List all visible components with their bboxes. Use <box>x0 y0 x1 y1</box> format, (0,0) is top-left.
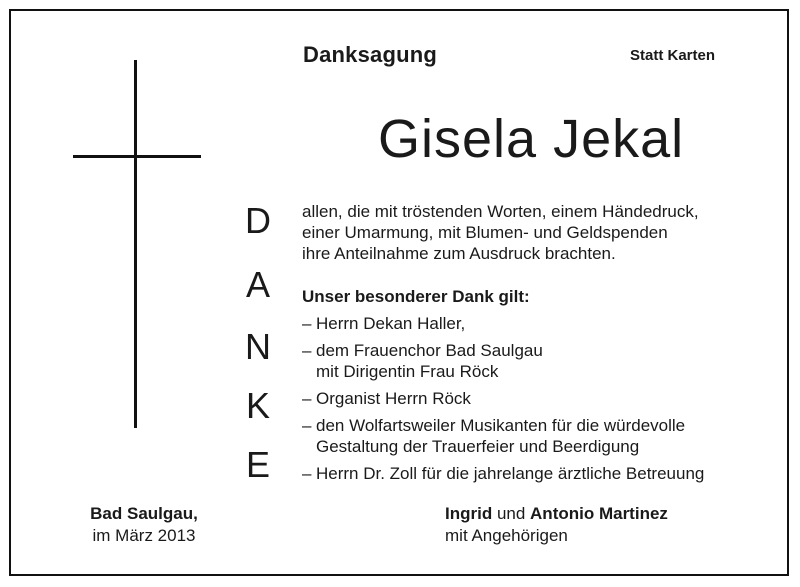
list-item <box>302 340 704 382</box>
cross-horizontal-bar <box>73 155 201 158</box>
list-item <box>302 463 704 484</box>
list-item <box>302 313 704 334</box>
list-item-line: dem Frauenchor Bad Saulgau <box>316 341 543 360</box>
danke-letter-n: N <box>245 326 271 367</box>
place: Bad Saulgau, <box>90 504 198 523</box>
list-dash: – <box>302 341 312 360</box>
intro-text <box>302 201 699 264</box>
list-dash: – <box>302 464 312 483</box>
intro-line: allen, die mit tröstenden Worten, einem Händedruck, <box>302 202 699 221</box>
deceased-name: Gisela Jekal <box>378 109 685 169</box>
signature-name-1: Ingrid <box>445 504 493 523</box>
danke-letter-k: K <box>245 385 270 426</box>
list-item-line: Herrn Dr. Zoll für die jahrelange ärztliche Betreuung <box>316 464 705 483</box>
list-dash: – <box>302 416 312 435</box>
signature-relatives: mit Angehörigen <box>445 526 568 545</box>
list-item <box>302 415 704 457</box>
signature-connector: und <box>492 504 531 523</box>
place-date <box>83 503 205 547</box>
list-item-line: den Wolfartsweiler Musikanten für die würdevolle <box>316 416 686 435</box>
danke-letter-d: D <box>245 200 271 241</box>
danke-letter-a: A <box>245 264 270 305</box>
intro-line: einer Umarmung, mit Blumen- und Geldspenden <box>302 223 668 242</box>
list-dash: – <box>302 314 312 333</box>
list-item <box>302 388 704 409</box>
intro-line: ihre Anteilnahme zum Ausdruck brachten. <box>302 244 616 263</box>
special-thanks-heading: Unser besonderer Dank gilt: <box>302 287 530 306</box>
date: im März 2013 <box>92 526 196 545</box>
list-dash: – <box>302 389 312 408</box>
statt-karten-note: Statt Karten <box>630 47 716 64</box>
signature-names <box>445 503 668 525</box>
page-title: Danksagung <box>303 42 438 67</box>
list-item-line: Organist Herrn Röck <box>316 389 471 408</box>
list-item-line: mit Dirigentin Frau Röck <box>316 362 499 381</box>
list-item-line: Herrn Dekan Haller, <box>316 314 466 333</box>
signature-name-2: Antonio Martinez <box>530 504 668 523</box>
list-item-line: Gestaltung der Trauerfeier und Beerdigung <box>316 437 640 456</box>
signature <box>445 503 668 547</box>
danke-letter-e: E <box>245 444 270 485</box>
cross-vertical-bar <box>134 60 137 428</box>
thanks-list <box>302 313 704 484</box>
